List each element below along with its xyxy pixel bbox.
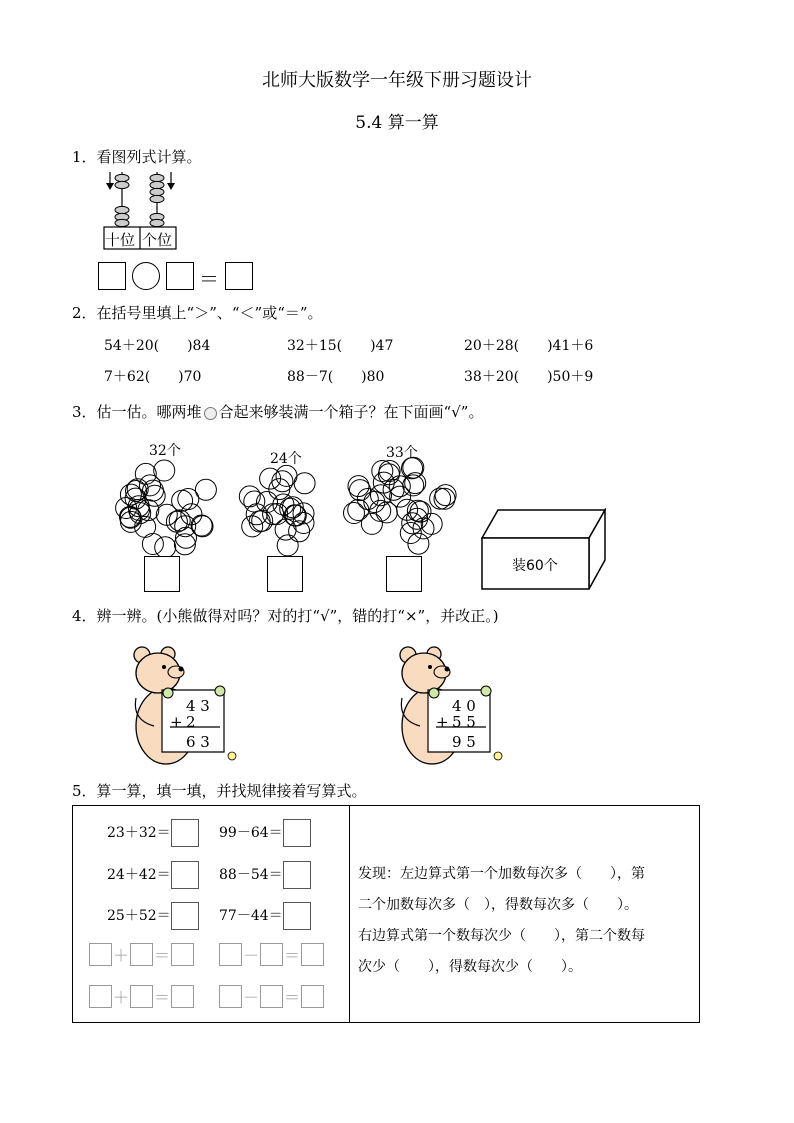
ball bbox=[402, 513, 423, 534]
ball-icon bbox=[204, 407, 217, 420]
answer-box-1[interactable] bbox=[98, 262, 126, 290]
ball bbox=[371, 485, 392, 506]
bear2-addend-b: 5 5 bbox=[452, 713, 476, 731]
sub-equation: 99－64＝ bbox=[219, 819, 311, 847]
ball bbox=[120, 484, 141, 505]
page-title: 北师大版数学一年级下册习题设计 bbox=[262, 70, 532, 91]
pile-2-check-box[interactable] bbox=[267, 556, 303, 592]
sub-equation: 77－44＝ bbox=[219, 902, 311, 930]
ball bbox=[155, 537, 176, 558]
compare-item: 32＋15( )47 bbox=[287, 338, 394, 354]
blank-box[interactable] bbox=[89, 943, 112, 966]
blank-box[interactable] bbox=[260, 943, 283, 966]
question-5-text: 5．算一算，填一填，并找规律接着写算式。 bbox=[72, 782, 367, 800]
answer-box-2[interactable] bbox=[166, 262, 194, 290]
blank-box[interactable] bbox=[89, 985, 112, 1008]
box-60-label: 装60个 bbox=[512, 558, 558, 574]
answer-box[interactable] bbox=[283, 819, 311, 847]
ball bbox=[249, 511, 270, 532]
blank-add-equation: ＋ ＝ bbox=[89, 985, 194, 1008]
bear2-sum: 9 5 bbox=[452, 733, 476, 751]
ball bbox=[239, 486, 260, 507]
compare-item: 20＋28( )41＋6 bbox=[464, 338, 594, 354]
blank-box[interactable] bbox=[301, 943, 324, 966]
ball bbox=[192, 516, 213, 537]
blank-box[interactable] bbox=[130, 985, 153, 1008]
compare-item: 88－7( )80 bbox=[287, 369, 385, 385]
question-2-text: 2．在括号里填上“＞”、“＜”或“＝”。 bbox=[72, 304, 323, 322]
ball-pile-2 bbox=[239, 465, 315, 556]
ball bbox=[277, 535, 298, 556]
pile-1-check-box[interactable] bbox=[144, 556, 180, 592]
blank-box[interactable] bbox=[130, 943, 153, 966]
abacus-label-ones: 个位 bbox=[142, 231, 173, 249]
ball bbox=[430, 488, 451, 509]
question-3-text bbox=[72, 401, 483, 422]
question-3-text-after: 合起来够装满一个箱子？在下面画“√”。 bbox=[218, 403, 484, 421]
question-3-text-before: 3．估一估。哪两堆 bbox=[72, 403, 202, 421]
add-equation: 23＋32＝ bbox=[107, 819, 199, 847]
blank-add-equation: ＋ ＝ bbox=[89, 943, 194, 966]
bear1-addend-b: 2 bbox=[186, 713, 196, 731]
discovery-text: 发现：左边算式第一个加数每次多（ ），第 二个加数每次多（ ），得数每次多（ ）。 右边算式第一个数每次少（ ），第二个数每 次少（ ），得数每次少（ ）。 bbox=[358, 866, 645, 975]
ball bbox=[244, 491, 265, 512]
abacus-label-tens: 十位 bbox=[105, 231, 136, 249]
page-subtitle: 5.4 算一算 bbox=[355, 113, 439, 133]
question-1-text: 1．看图列式计算。 bbox=[72, 148, 202, 166]
operator-circle[interactable] bbox=[132, 262, 160, 290]
compare-item: 38＋20( )50＋9 bbox=[464, 369, 594, 385]
ball bbox=[272, 471, 293, 492]
bear1-addend-a: 4 3 bbox=[186, 697, 210, 715]
ball bbox=[402, 458, 423, 479]
pattern-table bbox=[72, 805, 700, 1023]
pile-2-label: 24个 bbox=[270, 451, 302, 467]
answer-box[interactable] bbox=[171, 861, 199, 889]
bear-icon bbox=[128, 640, 238, 766]
ball bbox=[435, 485, 456, 506]
bear2-plus: + bbox=[436, 713, 449, 731]
bear1-sum: 6 3 bbox=[186, 733, 210, 751]
ball bbox=[405, 473, 426, 494]
blank-box[interactable] bbox=[260, 985, 283, 1008]
add-equation: 25＋52＝ bbox=[107, 902, 199, 930]
blank-sub-equation: － ＝ bbox=[219, 943, 324, 966]
answer-box[interactable] bbox=[171, 902, 199, 930]
blank-sub-equation: － ＝ bbox=[219, 985, 324, 1008]
answer-box[interactable] bbox=[283, 902, 311, 930]
ball bbox=[276, 465, 297, 486]
blank-box[interactable] bbox=[171, 985, 194, 1008]
pile-1-label: 32个 bbox=[149, 443, 181, 459]
ball-pile-1 bbox=[116, 460, 217, 558]
compare-item: 54＋20( )84 bbox=[104, 338, 211, 354]
ball bbox=[421, 513, 442, 534]
ball bbox=[413, 518, 434, 539]
ball bbox=[434, 488, 455, 509]
bear-icon bbox=[394, 640, 504, 766]
add-equation: 24＋42＝ bbox=[107, 861, 199, 889]
question-4-text: 4．辨一辨。(小熊做得对吗？对的打“√”，错的打“×”，并改正。) bbox=[72, 607, 499, 625]
equals-sign: ＝ bbox=[199, 267, 219, 291]
compare-item: 7＋62( )70 bbox=[104, 369, 202, 385]
answer-box[interactable] bbox=[283, 861, 311, 889]
blank-box[interactable] bbox=[301, 985, 324, 1008]
answer-box[interactable] bbox=[171, 819, 199, 847]
ball bbox=[350, 480, 371, 501]
bear2-addend-a: 4 0 bbox=[452, 697, 476, 715]
answer-box-result[interactable] bbox=[225, 262, 253, 290]
ball bbox=[154, 460, 175, 481]
blank-box[interactable] bbox=[171, 943, 194, 966]
sub-equation: 88－54＝ bbox=[219, 861, 311, 889]
bear1-plus: + bbox=[170, 713, 183, 731]
ball bbox=[142, 534, 163, 555]
blank-box[interactable] bbox=[219, 985, 242, 1008]
box-60-icon bbox=[480, 508, 608, 592]
pile-3-check-box[interactable] bbox=[386, 556, 422, 592]
ball-pile-3 bbox=[344, 457, 457, 554]
blank-box[interactable] bbox=[219, 943, 242, 966]
ball bbox=[383, 479, 404, 500]
ball bbox=[135, 463, 156, 484]
ball bbox=[373, 472, 394, 493]
pile-3-label: 33个 bbox=[386, 445, 418, 461]
